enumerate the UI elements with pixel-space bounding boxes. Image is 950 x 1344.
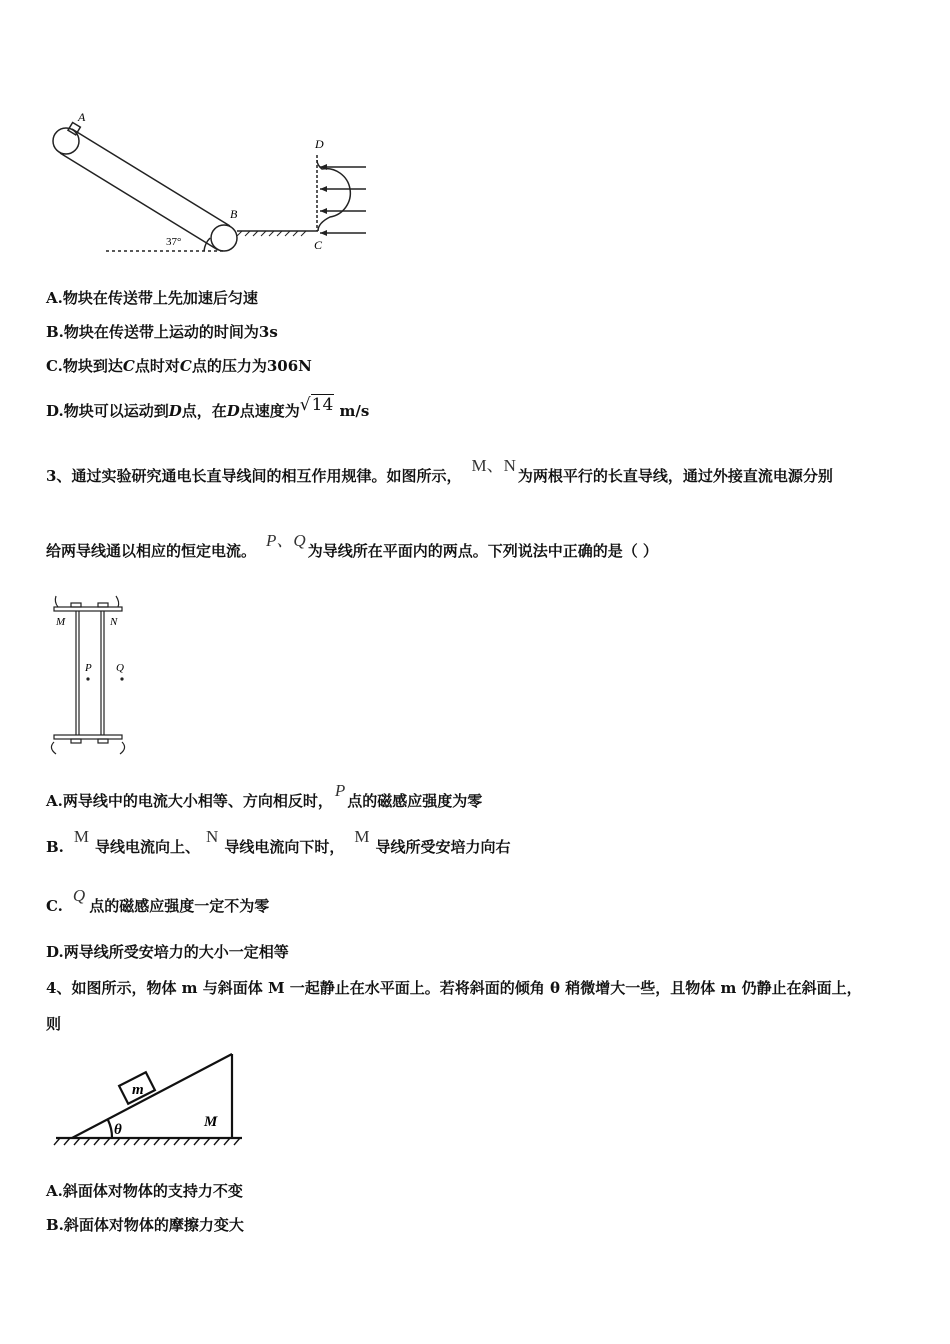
point-label-p: P (85, 662, 92, 674)
q3-option-d[interactable]: D.两导线所受安培力的大小一定相等 (46, 943, 289, 961)
conveyor-belt-figure (40, 105, 380, 265)
q3-stem-line1: 3、通过实验研究通电长直导线间的相互作用规律。如图所示，M、N为两根平行的长直导线，通过外接直流电源分别 (46, 456, 833, 485)
wire-label-m: M (56, 616, 66, 628)
label-c: C (314, 238, 323, 252)
q3-option-a[interactable]: A.两导线中的电流大小相等、方向相反时，P点的磁感应强度为零 (46, 781, 483, 810)
incline-label-M: M (204, 1114, 218, 1130)
sqrt-14: √14 (299, 395, 334, 415)
symbol-mn: M、N (471, 456, 516, 475)
point-label-q: Q (116, 662, 124, 674)
label-a: A (78, 110, 86, 124)
q4-stem-line2: 则 (46, 1015, 62, 1033)
q3-option-b[interactable]: B.M导线电流向上、N导线电流向下时，M导线所受安培力向右 (46, 827, 511, 856)
label-d: D (315, 137, 324, 151)
label-angle: 37° (166, 236, 182, 248)
parallel-wires-figure (46, 592, 136, 757)
q2-option-b[interactable]: B.物块在传送带上运动的时间为3s (46, 323, 278, 341)
q3-stem-line2: 给两导线通以相应的恒定电流。P、Q为导线所在平面内的两点。下列说法中正确的是（ ） (46, 531, 658, 560)
symbol-pq: P、Q (266, 531, 306, 550)
label-b: B (230, 207, 238, 221)
angle-label-theta: θ (114, 1122, 122, 1138)
block-label-m: m (132, 1082, 144, 1098)
q2-option-c[interactable]: C.物块到达C点时对C点的压力为306N (46, 357, 312, 375)
q4-option-b[interactable]: B.斜面体对物体的摩擦力变大 (46, 1216, 244, 1234)
q3-option-c[interactable]: C.Q点的磁感应强度一定不为零 (46, 886, 270, 915)
q4-option-a[interactable]: A.斜面体对物体的支持力不变 (46, 1182, 243, 1200)
incline-figure (50, 1050, 250, 1150)
q2-option-a[interactable]: A.物块在传送带上先加速后匀速 (46, 289, 258, 307)
q2-option-d[interactable]: D.物块可以运动到D点，在D点速度为√14 m/s (46, 395, 370, 420)
wire-label-n: N (110, 616, 118, 628)
q4-stem-line1: 4、如图所示，物体 m 与斜面体 M 一起静止在水平面上。若将斜面的倾角 θ 稍微增大一些，且物体 m 仍静止在斜面上， (46, 979, 862, 997)
